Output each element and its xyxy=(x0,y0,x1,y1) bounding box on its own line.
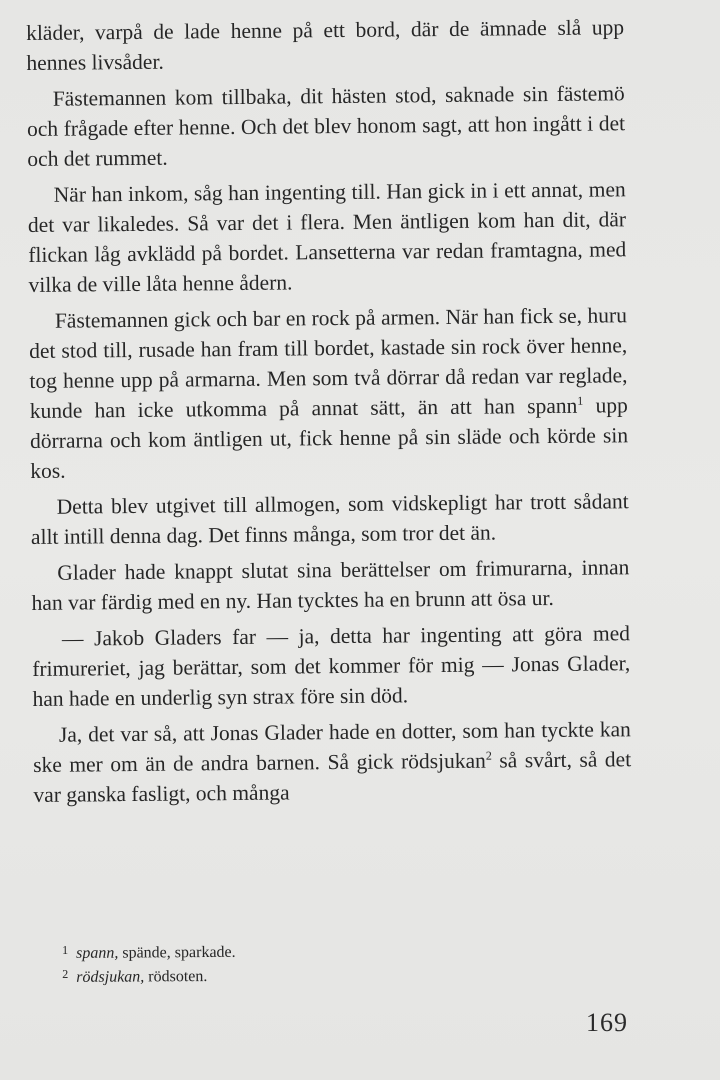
footnote-1 xyxy=(62,937,562,964)
footnote-ref-1: 1 xyxy=(577,393,584,408)
paragraph-4 xyxy=(29,300,629,486)
footnote-ref-2: 2 xyxy=(485,748,492,763)
footnote-2-mark: 2 xyxy=(62,966,69,981)
paragraph-6: Glader hade knappt slutat sina berättelser om frimurarna, innan han var färdig med en ny. Han tycktes ha en brunn att ösa ur. xyxy=(31,555,630,615)
page-number: 169 xyxy=(586,1008,628,1037)
body-text xyxy=(26,12,632,816)
paragraph-1: kläder, varpå de lade henne på ett bord, där de ämnade slå upp hennes livsåder. xyxy=(26,15,625,75)
footnote-1-mark: 1 xyxy=(62,942,69,957)
paragraph-5: Detta blev utgivet till allmogen, som vidskepligt har trott sådant allt intill denna dag. Det finns många, som tror det än. xyxy=(30,489,629,549)
paragraph-2: Fästemannen kom tillbaka, dit hästen stod, saknade sin fästemö och frågade efter henne. Och det blev honom sagt, att hon ingått i det och det rummet. xyxy=(26,81,626,171)
footnote-1-term: spann, xyxy=(76,944,119,962)
paragraph-4-text-after: upp dörrarna och kom äntligen ut, fick henne på sin släde och körde sin kos. xyxy=(29,393,629,483)
footnote-2-term: rödsjukan, xyxy=(76,968,145,986)
paragraph-8 xyxy=(33,714,632,810)
footnote-2 xyxy=(62,961,562,988)
paragraph-4-text-before: Fästemannen gick och bar en rock på armen. När han fick se, huru det stod till, rusade han fram till bordet, kastade sin rock över henne, tog henne upp på armarna. Men som två dörrar då redan var reglade, kunde han icke utkomma på annat sätt, än att han spann xyxy=(29,303,628,423)
footnote-1-definition: spände, sparkade. xyxy=(118,943,236,962)
footnote-2-definition: rödsoten. xyxy=(144,967,208,986)
paragraph-3: När han inkom, såg han ingenting till. Han gick in i ett annat, men det var likaledes. Så var det i flera. Men äntligen kom han dit, där flickan låg avklädd på bordet. Lansetterna var redan framtagna, med vilka de ville låta henne ådern. xyxy=(27,177,627,297)
footnotes xyxy=(62,937,562,988)
paragraph-8-text-after: så svårt, så det var ganska fasligt, och många xyxy=(33,747,632,807)
paragraph-7-dialog: — Jakob Gladers far — ja, detta har ingenting att göra med frimureriet, jag berättar, som det kommer för mig — Jonas Glader, han hade en underlig syn strax före sin död. xyxy=(32,621,631,711)
paragraph-8-text-before: Ja, det var så, att Jonas Glader hade en dotter, som han tyckte kan ske mer om än de andra barnen. Så gick rödsjukan xyxy=(33,717,631,777)
